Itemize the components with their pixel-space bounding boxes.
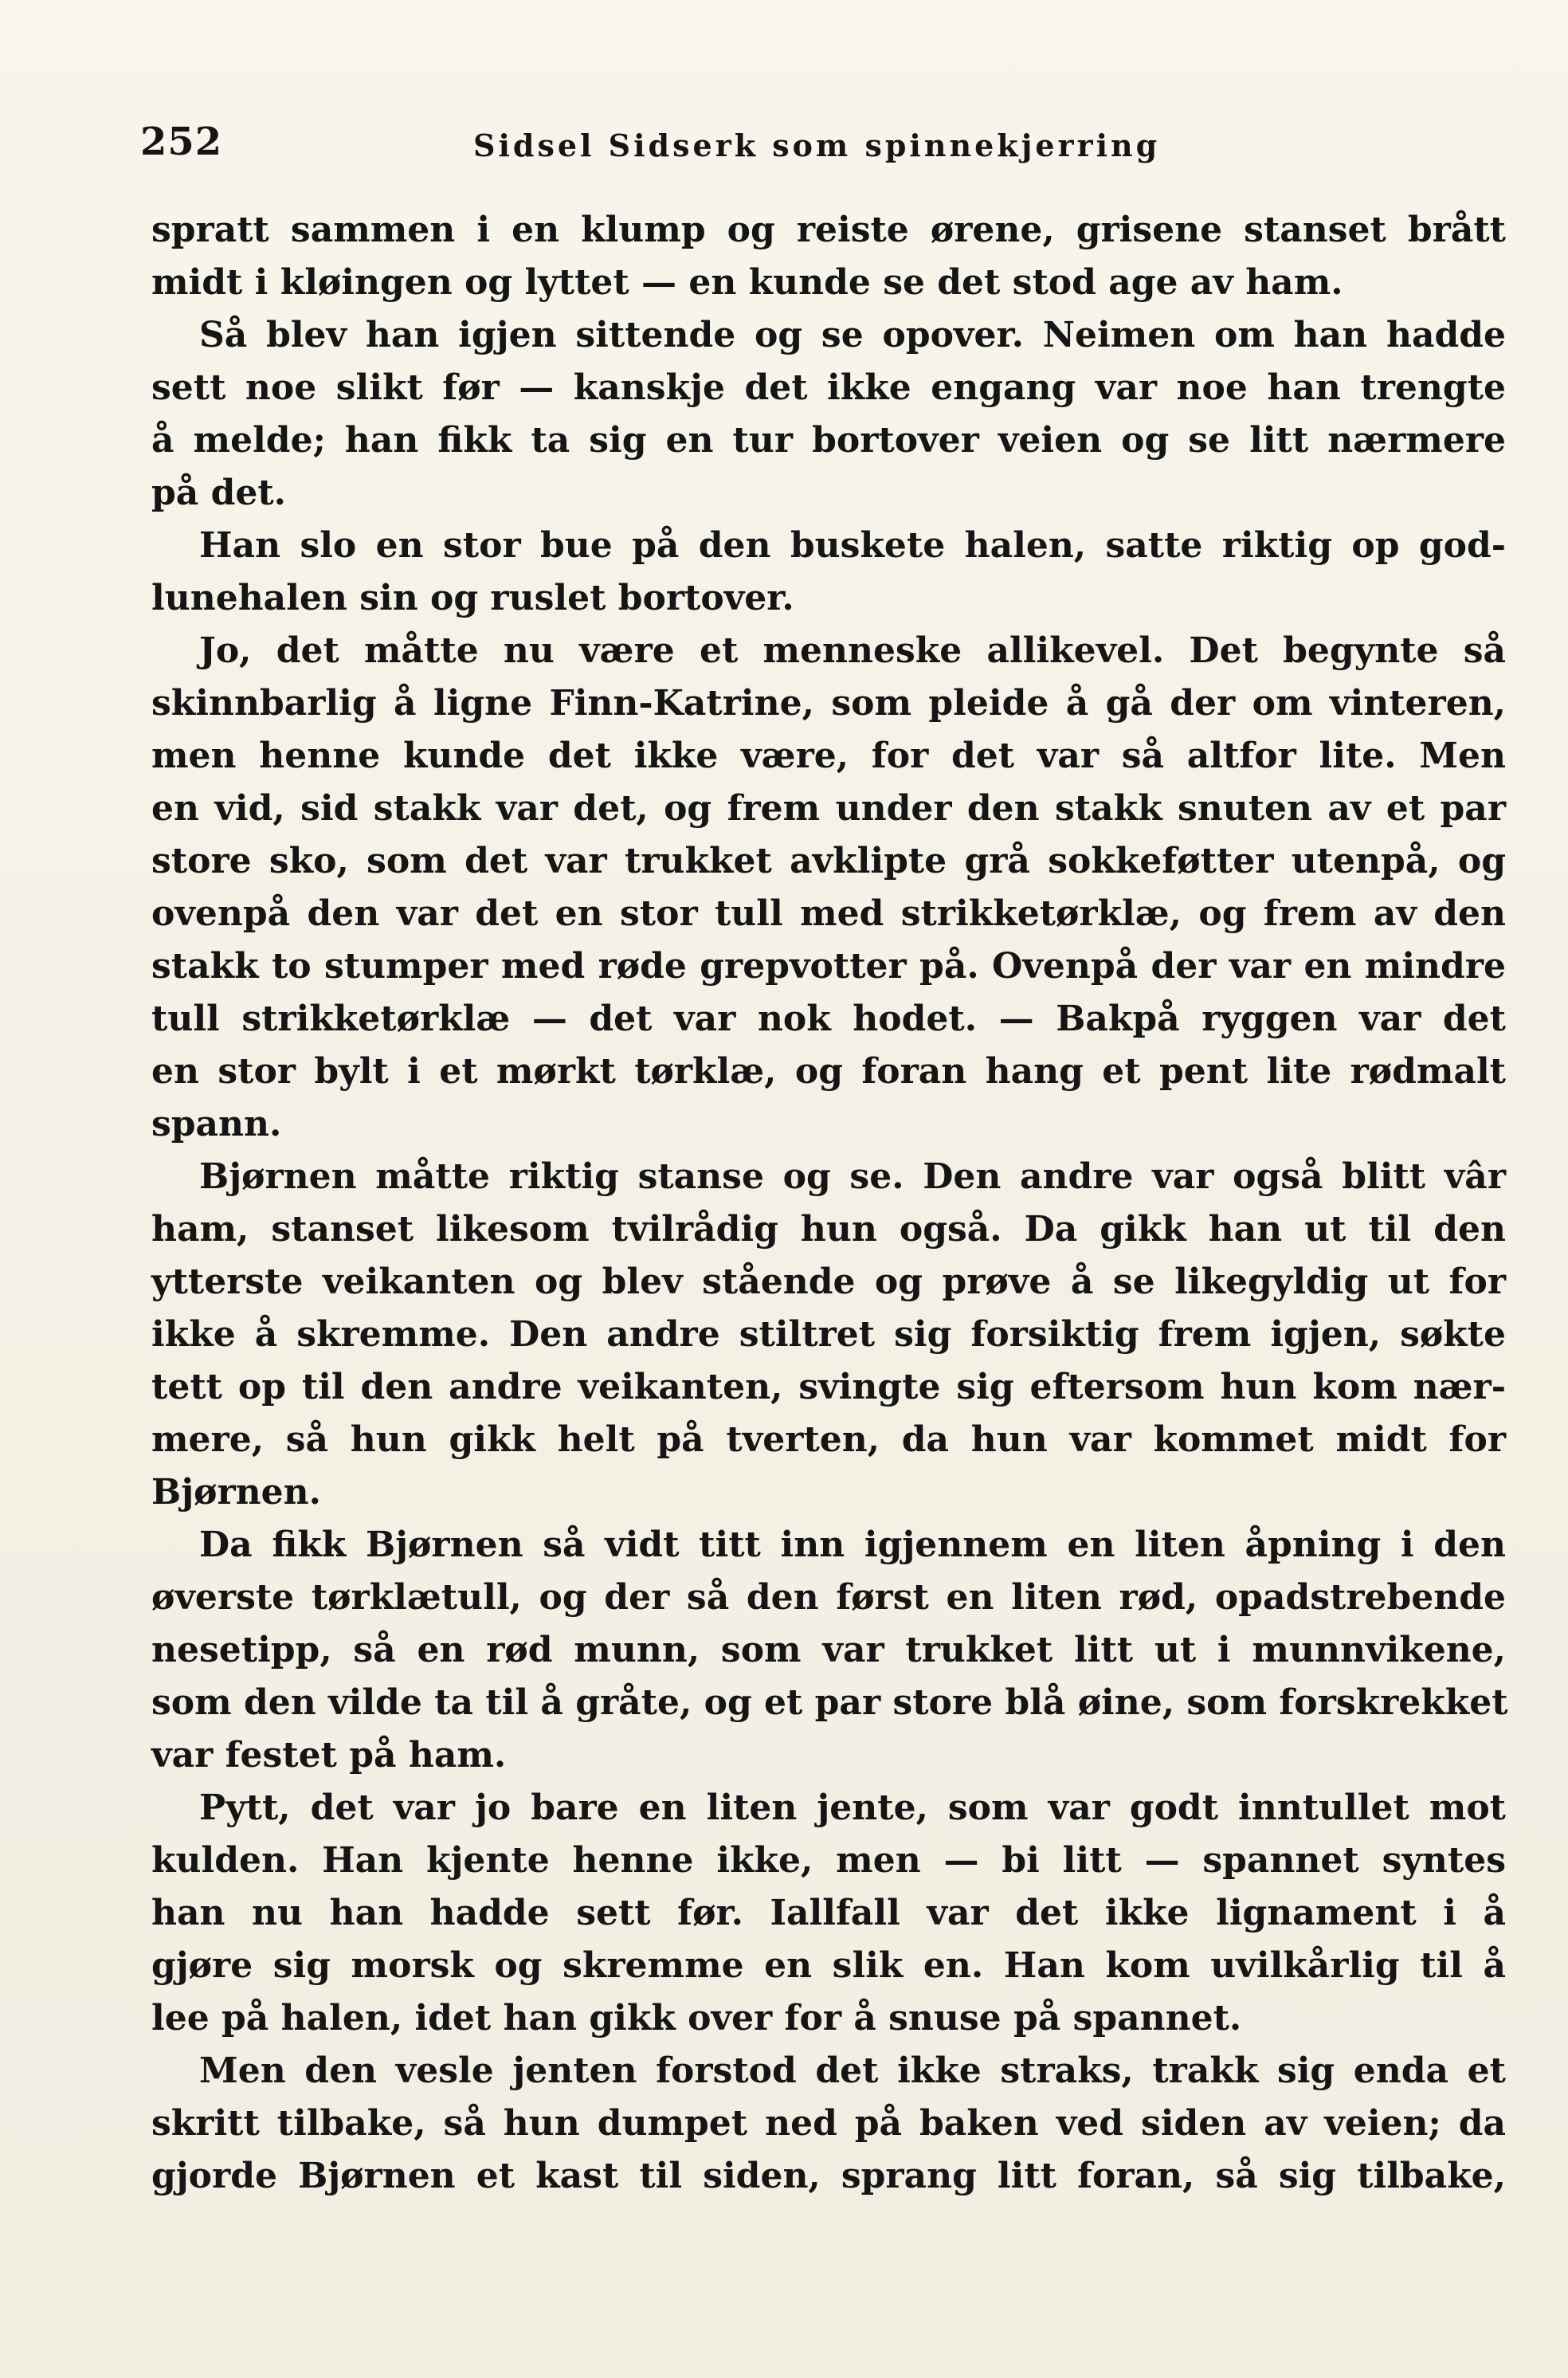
text-line: lunehalen sin og ruslet bortover. [151,578,794,618]
text-line: ovenpå den var det en stor tull med strikketørklæ, og frem av den [151,893,1506,934]
text-line: sett noe slikt før — kanskje det ikke engang var noe han trengte [151,367,1506,408]
text-line: stakk to stumper med røde grepvotter på. Ovenpå der var en mindre [151,946,1506,987]
text-line: lee på halen, idet han gikk over for å snuse på spannet. [151,1998,1242,2039]
text-line: mere, så hun gikk helt på tverten, da hun var kommet midt for [151,1419,1506,1460]
text-line: skritt tilbake, så hun dumpet ned på baken ved siden av veien; da [151,2103,1506,2144]
text-line: han nu han hadde sett før. Iallfall var det ikke lignament i å [151,1893,1506,1933]
text-line: tull strikketørklæ — det var nok hodet. — Bakpå ryggen var det [151,999,1506,1039]
text-line: på det. [151,473,286,513]
running-head [140,120,1511,175]
text-line: Da fikk Bjørnen så vidt titt inn igjennem en liten åpning i den [199,1525,1506,1565]
text-line: som den vilde ta til å gråte, og et par store blå øine, som forskrekket [151,1682,1508,1723]
text-line: gjøre sig morsk og skremme en slik en. Han kom uvilkårlig til å [151,1945,1506,1986]
text-line: men henne kunde det ikke være, for det var så altfor lite. Men [151,736,1506,776]
text-line: øverste tørklætull, og der så den først en liten rød, opadstrebende [151,1577,1506,1618]
text-line: Pytt, det var jo bare en liten jente, som var godt inntullet mot [199,1787,1506,1828]
text-line: Så blev han igjen sittende og se opover. Neimen om han hadde [199,315,1506,355]
text-line: å melde; han fikk ta sig en tur bortover veien og se litt nærmere [151,420,1506,461]
text-line: Jo, det måtte nu være et menneske allikevel. Det begynte så [199,630,1506,671]
text-line: Bjørnen. [151,1472,321,1513]
text-line: tett op til den andre veikanten, svingte sig eftersom hun kom nær- [151,1367,1506,1407]
text-line: spann. [151,1104,282,1144]
text-line: ham, stanset likesom tvilrådig hun også. Da gikk han ut til den [151,1209,1506,1250]
text-line: gjorde Bjørnen et kast til siden, sprang litt foran, så sig tilbake, [151,2156,1506,2196]
text-line: var festet på ham. [151,1735,507,1776]
text-line: en vid, sid stakk var det, og frem under den stakk snuten av et par [151,788,1506,829]
text-line: ikke å skremme. Den andre stiltret sig forsiktig frem igjen, søkte [151,1314,1506,1355]
text-line: skinnbarlig å ligne Finn-Katrine, som pleide å gå der om vinteren, [151,683,1506,724]
text-line: en stor bylt i et mørkt tørklæ, og foran hang et pent lite rødmalt [151,1051,1506,1092]
text-line: nesetipp, så en rød munn, som var trukket litt ut i munnvikene, [151,1630,1506,1670]
text-line: kulden. Han kjente henne ikke, men — bi litt — spannet syntes [151,1840,1506,1881]
text-line: ytterste veikanten og blev stående og prøve å se likegyldig ut for [151,1262,1506,1302]
text-line: Bjørnen måtte riktig stanse og se. Den andre var også blitt vâr [199,1156,1506,1197]
running-title: Sidsel Sidserk som spinnekjerring [473,128,1161,163]
text-line: Han slo en stor bue på den buskete halen, satte riktig op god- [199,525,1506,566]
text-line: Men den vesle jenten forstod det ikke straks, trakk sig enda et [199,2050,1506,2091]
text-line: spratt sammen i en klump og reiste ørene, grisene stanset brått [151,210,1506,250]
text-line: store sko, som det var trukket avklipte grå sokkeføtter utenpå, og [151,841,1506,881]
body-text [151,204,1506,2203]
page-number: 252 [140,120,223,164]
text-line: midt i kløingen og lyttet — en kunde se det stod age av ham. [151,262,1343,303]
